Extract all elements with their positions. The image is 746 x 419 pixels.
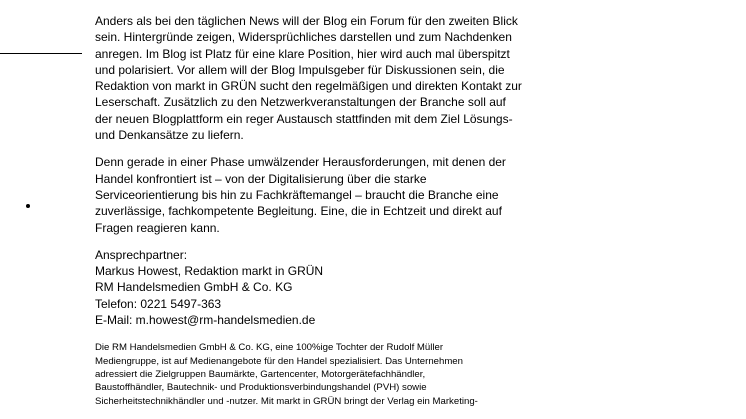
contact-name: Markus Howest, Redaktion markt in GRÜN bbox=[95, 264, 324, 279]
text-line: Handel konfrontiert ist – von der Digitalisierung über die starke bbox=[95, 171, 427, 186]
text-line: Baustoffhändler, Bautechnik- und Produktionsverbindungshandel (PVH) sowie bbox=[95, 382, 427, 394]
contact-phone: Telefon: 0221 5497-363 bbox=[95, 296, 222, 311]
contact-heading: Ansprechpartner: bbox=[95, 247, 188, 262]
text-line: Serviceorientierung bis hin zu Fachkräftemangel – braucht die Branche eine bbox=[95, 187, 499, 202]
text-line: Sicherheitstechnikhändler und -nutzer. Mit markt in GRÜN bringt der Verlag ein Marketing- bbox=[95, 395, 478, 407]
contact-block bbox=[95, 247, 555, 328]
contact-email: E-Mail: m.howest@rm-handelsmedien.de bbox=[95, 313, 316, 328]
text-line: Anders als bei den täglichen News will der Blog ein Forum für den zweiten Blick bbox=[95, 14, 518, 28]
intro-paragraph bbox=[95, 13, 555, 143]
contact-company: RM Handelsmedien GmbH & Co. KG bbox=[95, 280, 293, 295]
about-paragraph bbox=[95, 341, 555, 407]
text-line: Mediengruppe, ist auf Medienangebote für den Handel spezialisiert. Das Unternehmen bbox=[95, 355, 463, 367]
bullet-dot bbox=[26, 204, 30, 208]
text-line: Die RM Handelsmedien GmbH & Co. KG, eine 100%ige Tochter der Rudolf Müller bbox=[95, 342, 444, 354]
text-line: anregen. Im Blog ist Platz für eine klare Position, hier wird auch mal überspitzt bbox=[95, 46, 510, 61]
text-line: Redaktion von markt in GRÜN sucht den regelmäßigen und direkten Kontakt zur bbox=[95, 79, 522, 94]
text-line: Leserschaft. Zusätzlich zu den Netzwerkveranstaltungen der Branche soll auf bbox=[95, 95, 506, 110]
text-line: und polarisiert. Vor allem will der Blog Impulsgeber für Diskussionen sein, die bbox=[95, 62, 505, 77]
text-line: adressiert die Zielgruppen Baumärkte, Gartencenter, Motorgerätefachhändler, bbox=[95, 368, 426, 380]
horizontal-rule bbox=[0, 53, 82, 54]
text-line: zuverlässige, fachkompetente Begleitung. Eine, die in Echtzeit und direkt auf bbox=[95, 204, 502, 219]
text-line: Fragen reagieren kann. bbox=[95, 220, 220, 235]
text-line: Denn gerade in einer Phase umwälzender Herausforderungen, mit denen der bbox=[95, 155, 506, 170]
text-line: der neuen Blogplattform ein reger Austausch stattfinden mit dem Ziel Lösungs- bbox=[95, 111, 513, 126]
press-release-body bbox=[95, 13, 555, 408]
text-line: und Denkansätze zu liefern. bbox=[95, 128, 244, 143]
second-paragraph bbox=[95, 154, 555, 235]
text-line: sein. Hintergründe zeigen, Widersprüchliches darstellen und zum Nachdenken bbox=[95, 30, 512, 45]
